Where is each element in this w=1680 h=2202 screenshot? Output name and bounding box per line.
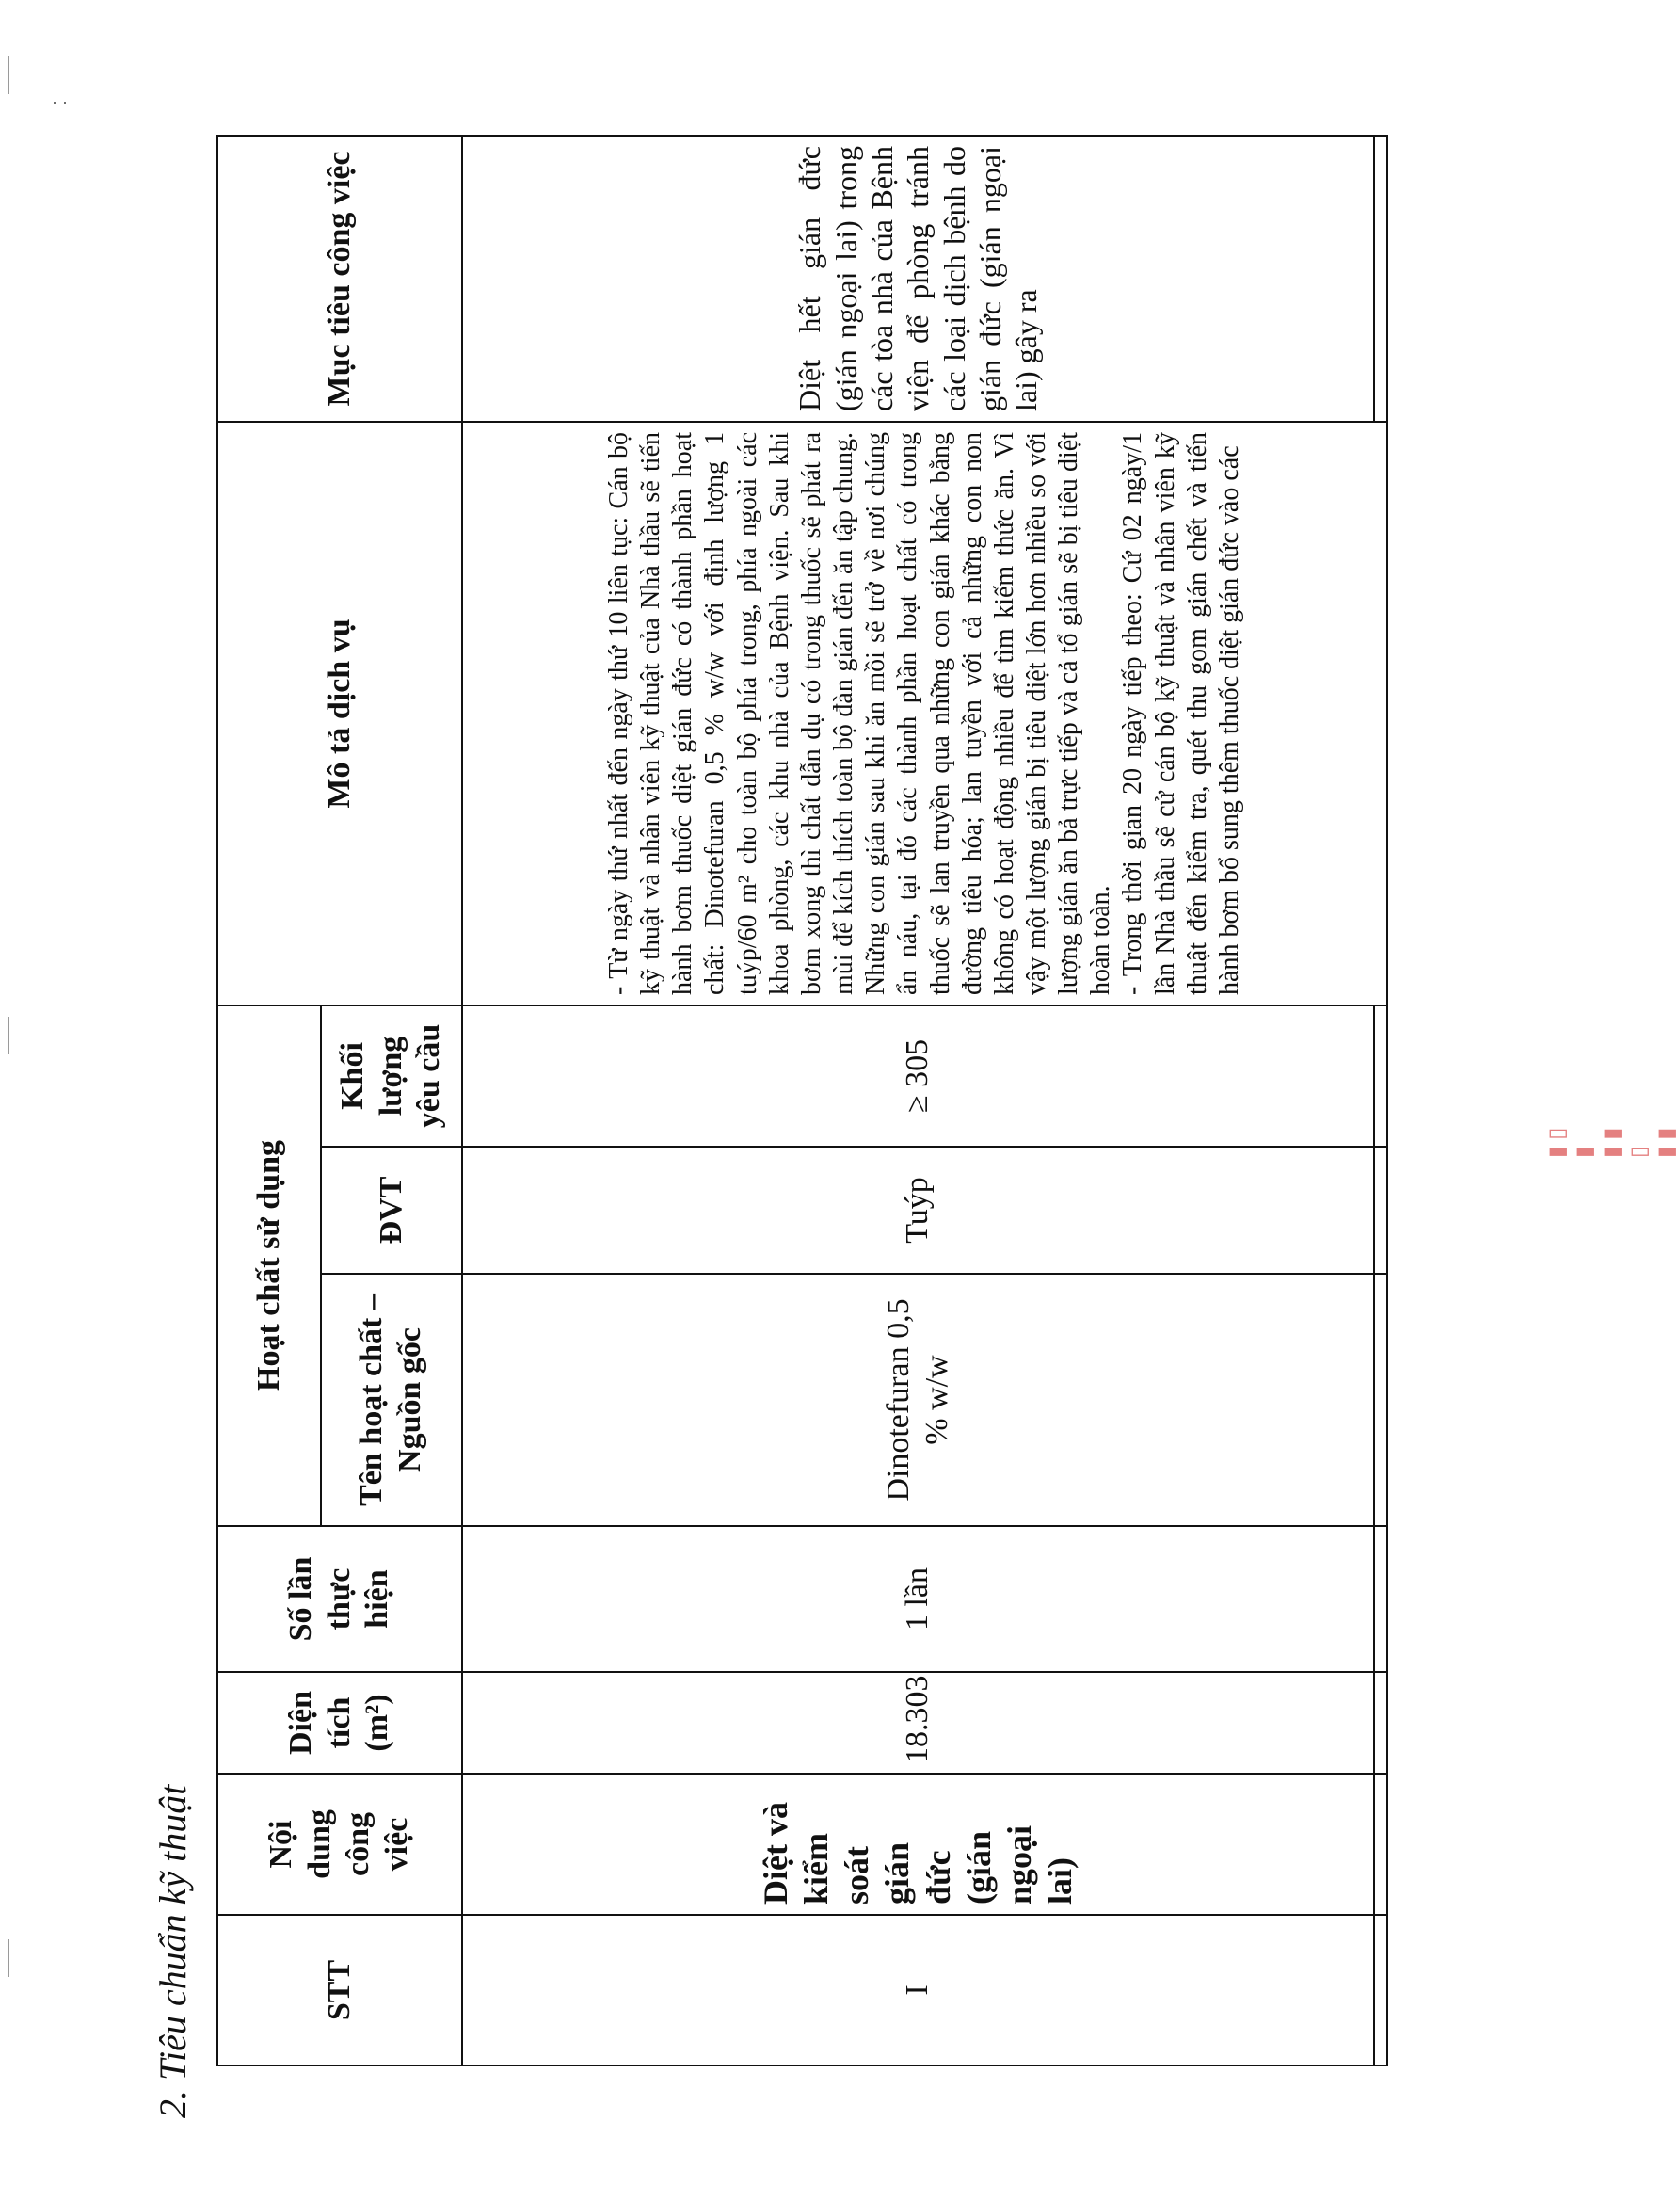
empty-cell <box>1374 1005 1387 1147</box>
empty-cell <box>1374 136 1387 422</box>
header-dien-tich: Diện tích (m²) <box>217 1672 462 1774</box>
header-muc-tieu: Mục tiêu công việc <box>217 136 462 422</box>
cell-stt: I <box>462 1915 1374 2065</box>
header-stt: STT <box>217 1915 462 2065</box>
cell-ten-hoat-chat: Dinotefuran 0,5 % w/w <box>462 1274 1374 1526</box>
header-noi-dung: Nội dung công việc <box>217 1774 462 1915</box>
cell-dvt: Tuýp <box>462 1147 1374 1274</box>
empty-cell <box>1374 1915 1387 2065</box>
header-dvt: ĐVT <box>321 1147 462 1274</box>
cell-noi-dung: Diệt và kiểm soát gián đức (gián ngoại lai) <box>462 1774 1374 1915</box>
scan-edge-mark <box>8 1017 9 1054</box>
empty-cell <box>1374 1774 1387 1915</box>
header-mo-ta: Mô tả dịch vụ <box>217 422 462 1005</box>
header-so-lan: Số lần thực hiện <box>217 1526 462 1672</box>
cell-so-lan: 1 lần <box>462 1526 1374 1672</box>
mo-ta-paragraph-1: - Từ ngày thứ nhất đến ngày thứ 10 liên tục: Cán bộ kỹ thuật và nhân viên kỹ thuật của Nhà thầu sẽ tiến hành bơm thuốc diệt gián đức có thành phần hoạt chất: Dinotefuran 0,5 % w/w với định lượng 1 tuýp/60 m² cho toàn bộ phía trong, phía ngoài các khoa phòng, các khu nhà của Bệnh viện. Sau khi bơm xong thì chất dẫn dụ có trong thuốc sẽ phát ra mùi để kích thích toàn bộ đàn gián đến ăn tập chung. Những con gián sau khi ăn mồi sẽ trở về nơi chúng ẩn náu, tại đó các thành phần hoạt chất có trong thuốc sẽ lan truyền qua những con gián khác bằng đường tiêu hóa; lan tuyền với cả những con non không có hoạt động nhiều để tìm kiếm thức ăn. Vì vậy một lượng gián bị tiêu diệt lớn hơn nhiều so với lượng gián ăn bả trực tiếp và cả tổ gián sẽ bị tiêu diệt hoàn toàn. <box>603 431 1116 995</box>
header-hoat-chat: Hoạt chất sử dụng <box>217 1005 321 1526</box>
cell-muc-tieu: Diệt hết gián đức (gián ngoại lai) trong các tòa nhà của Bệnh viện để phòng tránh các loại dịch bệnh do gián đức (gián ngoại lai) gây ra <box>462 136 1374 422</box>
cell-dien-tich: 18.303 <box>462 1672 1374 1774</box>
empty-cell <box>1374 1526 1387 1672</box>
table-row <box>462 136 1374 2065</box>
header-ten-hoat-chat: Tên hoạt chất – Nguồn gốc <box>321 1274 462 1526</box>
scan-dots: · · <box>52 92 68 111</box>
scan-edge-mark <box>8 56 9 94</box>
red-stamp-mark: ▮▯ ▮ ▮▮ ▯ ▮▮ <box>1544 1121 1679 1158</box>
technical-spec-table <box>216 135 1388 2066</box>
cell-mo-ta <box>462 422 1387 1005</box>
empty-cell <box>1374 1672 1387 1774</box>
mo-ta-paragraph-2: - Trong thời gian 20 ngày tiếp theo: Cứ 02 ngày/1 lần Nhà thầu sẽ cử cán bộ kỹ thuật và nhân viên kỹ thuật đến kiểm tra, quét thu gom gián chết và tiến hành bơm bổ sung thêm thuốc diệt gián đức vào các <box>1118 431 1244 995</box>
empty-cell <box>1374 1274 1387 1526</box>
rotated-page-content <box>151 113 1402 2118</box>
header-khoi-luong: Khối lượng yêu cầu <box>321 1005 462 1147</box>
scan-edge-mark <box>8 1939 9 1977</box>
empty-cell <box>1374 1147 1387 1274</box>
section-title: 2. Tiêu chuẩn kỹ thuật <box>152 1784 194 2118</box>
header-row-1 <box>217 136 321 2065</box>
cell-khoi-luong: ≥ 305 <box>462 1005 1374 1147</box>
